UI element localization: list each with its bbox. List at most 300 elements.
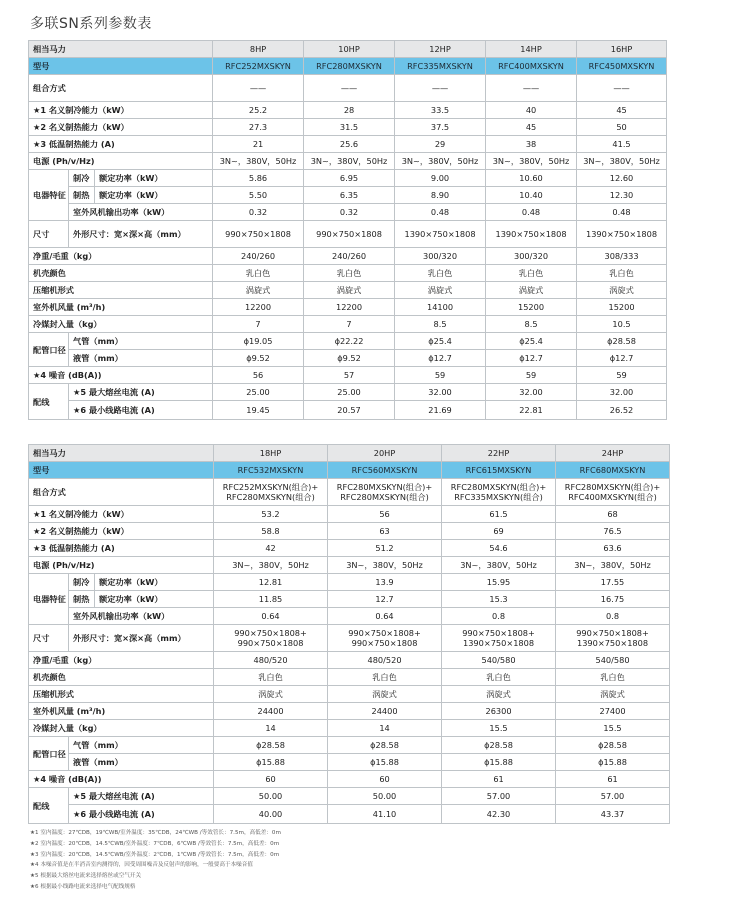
- value-cell: ϕ15.88: [214, 754, 328, 771]
- value-cell: 15.3: [442, 591, 556, 608]
- value-cell: 10.60: [486, 170, 577, 187]
- value-cell: 涡旋式: [213, 282, 304, 299]
- value-cell: 3N~，380V，50Hz: [214, 557, 328, 574]
- value-cell: 涡旋式: [395, 282, 486, 299]
- combo-cell: ——: [304, 75, 395, 102]
- value-cell: 27.3: [213, 119, 304, 136]
- value-cell: 5.50: [213, 187, 304, 204]
- lowheat-label: ★3 低温制热能力 (A): [29, 136, 213, 153]
- cool-power-row: [29, 574, 670, 591]
- value-cell: 乳白色: [304, 265, 395, 282]
- value-cell: 涡旋式: [577, 282, 667, 299]
- fan-label: 室外风机输出功率（kW）: [69, 608, 214, 625]
- value-cell: 9.00: [395, 170, 486, 187]
- circuit-row: [29, 401, 667, 420]
- combo-cell: [328, 479, 442, 506]
- value-cell: ϕ15.88: [328, 754, 442, 771]
- hp-cell: 12HP: [395, 41, 486, 58]
- color-row: [29, 669, 670, 686]
- value-cell: 56: [213, 367, 304, 384]
- value-cell: 480/520: [214, 652, 328, 669]
- value-cell: 25.2: [213, 102, 304, 119]
- value-cell: 60: [328, 771, 442, 788]
- size-row: [29, 221, 667, 248]
- fuse-label: ★5 最大熔丝电流 (A): [69, 384, 213, 401]
- value-cell: 8.90: [395, 187, 486, 204]
- combo-line: RFC252MXSKYN(组合)+: [222, 482, 319, 492]
- heat-label: ★2 名义制热能力（kW）: [29, 523, 214, 540]
- size-line: 1390×750×1808: [577, 638, 649, 648]
- size-cell: [556, 625, 670, 652]
- value-cell: 涡旋式: [442, 686, 556, 703]
- value-cell: 涡旋式: [214, 686, 328, 703]
- value-cell: 20.57: [304, 401, 395, 420]
- value-cell: 15.5: [442, 720, 556, 737]
- cool-mode-label: 制冷: [69, 170, 95, 187]
- cool-mode-label: 制冷: [69, 574, 95, 591]
- model-cell: RFC252MXSKYN: [213, 58, 304, 75]
- heat-row: [29, 523, 670, 540]
- air-row: [29, 703, 670, 720]
- footnotes: [30, 828, 281, 893]
- model-row: [29, 462, 670, 479]
- lowheat-row: [29, 540, 670, 557]
- value-cell: 41.10: [328, 805, 442, 824]
- noise-row: [29, 771, 670, 788]
- value-cell: 11.85: [214, 591, 328, 608]
- value-cell: 31.5: [304, 119, 395, 136]
- value-cell: 61.5: [442, 506, 556, 523]
- value-cell: 8.5: [486, 316, 577, 333]
- model-label: 型号: [29, 462, 214, 479]
- value-cell: 乳白色: [214, 669, 328, 686]
- model-cell: RFC615MXSKYN: [442, 462, 556, 479]
- fuse-row: [29, 788, 670, 805]
- value-cell: 15.95: [442, 574, 556, 591]
- fuse-row: [29, 384, 667, 401]
- value-cell: 61: [442, 771, 556, 788]
- value-cell: 7: [304, 316, 395, 333]
- combo-row: [29, 75, 667, 102]
- value-cell: 990×750×1808: [304, 221, 395, 248]
- value-cell: 53.2: [214, 506, 328, 523]
- weight-label: 净重/毛重（kg）: [29, 248, 213, 265]
- circuit-label: ★6 最小线路电流 (A): [69, 401, 213, 420]
- cool-label: ★1 名义制冷能力（kW）: [29, 102, 213, 119]
- size-row: [29, 625, 670, 652]
- value-cell: 308/333: [577, 248, 667, 265]
- model-cell: RFC560MXSKYN: [328, 462, 442, 479]
- value-cell: 0.32: [304, 204, 395, 221]
- liquid-row: [29, 754, 670, 771]
- size-line: 1390×750×1808: [463, 638, 535, 648]
- gas-label: 气管（mm）: [69, 737, 214, 754]
- value-cell: 7: [213, 316, 304, 333]
- value-cell: ϕ25.4: [395, 333, 486, 350]
- value-cell: 3N~，380V，50Hz: [304, 153, 395, 170]
- value-cell: 58.8: [214, 523, 328, 540]
- value-cell: 0.32: [213, 204, 304, 221]
- power-label: 电源 (Ph/v/Hz): [29, 153, 213, 170]
- circuit-label: ★6 最小线路电流 (A): [69, 805, 214, 824]
- value-cell: 45: [486, 119, 577, 136]
- value-cell: 32.00: [486, 384, 577, 401]
- value-cell: 乳白色: [442, 669, 556, 686]
- value-cell: 56: [328, 506, 442, 523]
- value-cell: 12.7: [328, 591, 442, 608]
- size-label: 尺寸: [29, 221, 69, 248]
- model-cell: RFC335MXSKYN: [395, 58, 486, 75]
- value-cell: 乳白色: [486, 265, 577, 282]
- liquid-label: 液管（mm）: [69, 350, 213, 367]
- combo-line: RFC400MXSKYN(组合): [568, 492, 657, 502]
- footnote: ★6 根据最小线路电流来选择电气配线规格: [30, 883, 136, 890]
- value-cell: 480/520: [328, 652, 442, 669]
- noise-label: ★4 噪音 (dB(A)): [29, 771, 214, 788]
- size-sub-label: 外形尺寸：宽×深×高（mm）: [69, 221, 213, 248]
- cool-power-row: [29, 170, 667, 187]
- value-cell: 12200: [213, 299, 304, 316]
- cool-row: [29, 102, 667, 119]
- value-cell: 68: [556, 506, 670, 523]
- value-cell: 40: [486, 102, 577, 119]
- value-cell: 3N~，380V，50Hz: [328, 557, 442, 574]
- footnote: ★2 室内温度：20℃DB，14.5℃WB/室外温度：7℃DB，6℃WB /等效管长：7.5m，高低差：0m: [30, 840, 280, 847]
- value-cell: 300/320: [395, 248, 486, 265]
- combo-line: RFC280MXSKYN(组合): [226, 492, 315, 502]
- value-cell: 涡旋式: [328, 686, 442, 703]
- combo-label: 组合方式: [29, 479, 214, 506]
- size-line: 990×750×1808+: [348, 628, 421, 638]
- comp-row: [29, 686, 670, 703]
- value-cell: 14: [328, 720, 442, 737]
- size-line: 990×750×1808+: [234, 628, 307, 638]
- combo-cell: [442, 479, 556, 506]
- value-cell: 0.8: [556, 608, 670, 625]
- color-label: 机壳颜色: [29, 265, 213, 282]
- value-cell: 乳白色: [213, 265, 304, 282]
- size-cell: [328, 625, 442, 652]
- value-cell: 8.5: [395, 316, 486, 333]
- value-cell: 22.81: [486, 401, 577, 420]
- value-cell: 63.6: [556, 540, 670, 557]
- value-cell: 1390×750×1808: [395, 221, 486, 248]
- value-cell: ϕ9.52: [213, 350, 304, 367]
- model-cell: RFC450MXSKYN: [577, 58, 667, 75]
- value-cell: 990×750×1808: [213, 221, 304, 248]
- combo-label: 组合方式: [29, 75, 213, 102]
- refrig-label: 冷媒封入量（kg）: [29, 720, 214, 737]
- rated-power-label: 额定功率（kW）: [95, 170, 213, 187]
- value-cell: 76.5: [556, 523, 670, 540]
- weight-row: [29, 248, 667, 265]
- value-cell: 10.40: [486, 187, 577, 204]
- value-cell: 37.5: [395, 119, 486, 136]
- heat-power-row: [29, 187, 667, 204]
- value-cell: 61: [556, 771, 670, 788]
- combo-cell: [556, 479, 670, 506]
- value-cell: 17.55: [556, 574, 670, 591]
- value-cell: 59: [486, 367, 577, 384]
- model-row: [29, 58, 667, 75]
- value-cell: 50: [577, 119, 667, 136]
- value-cell: 涡旋式: [486, 282, 577, 299]
- value-cell: 32.00: [395, 384, 486, 401]
- value-cell: 28: [304, 102, 395, 119]
- pipe-label: 配管口径: [29, 737, 69, 771]
- value-cell: 25.00: [304, 384, 395, 401]
- size-line: 990×750×1808: [237, 638, 304, 648]
- rated-power-label: 额定功率（kW）: [95, 591, 214, 608]
- value-cell: 59: [577, 367, 667, 384]
- combo-line: RFC280MXSKYN(组合): [340, 492, 429, 502]
- power-row: [29, 153, 667, 170]
- value-cell: 乳白色: [556, 669, 670, 686]
- value-cell: 12.60: [577, 170, 667, 187]
- value-cell: ϕ15.88: [556, 754, 670, 771]
- value-cell: ϕ28.58: [556, 737, 670, 754]
- value-cell: 0.64: [214, 608, 328, 625]
- value-cell: 15.5: [556, 720, 670, 737]
- value-cell: 3N~，380V，50Hz: [556, 557, 670, 574]
- hp-cell: 20HP: [328, 445, 442, 462]
- value-cell: 15200: [577, 299, 667, 316]
- hp-cell: 14HP: [486, 41, 577, 58]
- value-cell: ϕ12.7: [395, 350, 486, 367]
- hp-row: [29, 445, 670, 462]
- page-title: 多联SN系列参数表: [30, 16, 152, 32]
- combo-line: RFC335MXSKYN(组合): [454, 492, 543, 502]
- value-cell: 42: [214, 540, 328, 557]
- heat-row: [29, 119, 667, 136]
- footnote: ★5 根据最大熔丝电流来选择熔丝或空气开关: [30, 873, 142, 880]
- value-cell: 5.86: [213, 170, 304, 187]
- size-line: 990×750×1808: [351, 638, 418, 648]
- value-cell: 59: [395, 367, 486, 384]
- value-cell: 240/260: [213, 248, 304, 265]
- cool-label: ★1 名义制冷能力（kW）: [29, 506, 214, 523]
- combo-cell: ——: [213, 75, 304, 102]
- hp-label: 相当马力: [29, 41, 213, 58]
- liquid-label: 液管（mm）: [69, 754, 214, 771]
- spec-table-2: [28, 444, 670, 824]
- value-cell: ϕ22.22: [304, 333, 395, 350]
- value-cell: ϕ25.4: [486, 333, 577, 350]
- value-cell: 43.37: [556, 805, 670, 824]
- pipe-label: 配管口径: [29, 333, 69, 367]
- rated-power-label: 额定功率（kW）: [95, 187, 213, 204]
- value-cell: 50.00: [328, 788, 442, 805]
- value-cell: 21: [213, 136, 304, 153]
- wire-label: 配线: [29, 384, 69, 420]
- combo-cell: ——: [395, 75, 486, 102]
- value-cell: 57.00: [442, 788, 556, 805]
- value-cell: 21.69: [395, 401, 486, 420]
- value-cell: 0.48: [486, 204, 577, 221]
- refrig-label: 冷媒封入量（kg）: [29, 316, 213, 333]
- value-cell: 32.00: [577, 384, 667, 401]
- value-cell: 57.00: [556, 788, 670, 805]
- size-cell: [442, 625, 556, 652]
- size-line: 990×750×1808+: [576, 628, 649, 638]
- size-sub-label: 外形尺寸：宽×深×高（mm）: [69, 625, 214, 652]
- liquid-row: [29, 350, 667, 367]
- value-cell: 54.6: [442, 540, 556, 557]
- value-cell: ϕ19.05: [213, 333, 304, 350]
- value-cell: 3N~，380V，50Hz: [577, 153, 667, 170]
- value-cell: 涡旋式: [556, 686, 670, 703]
- value-cell: 13.9: [328, 574, 442, 591]
- hp-cell: 22HP: [442, 445, 556, 462]
- value-cell: 540/580: [442, 652, 556, 669]
- size-line: 990×750×1808+: [462, 628, 535, 638]
- value-cell: 50.00: [214, 788, 328, 805]
- model-label: 型号: [29, 58, 213, 75]
- value-cell: 300/320: [486, 248, 577, 265]
- gas-label: 气管（mm）: [69, 333, 213, 350]
- combo-cell: ——: [486, 75, 577, 102]
- value-cell: ϕ12.7: [486, 350, 577, 367]
- value-cell: 乳白色: [577, 265, 667, 282]
- value-cell: 26.52: [577, 401, 667, 420]
- footnote: ★1 室内温度：27℃DB，19℃WB/室外温度：35℃DB，24℃WB /等效管长：7.5m，高低差：0m: [30, 830, 281, 836]
- value-cell: 3N~，380V，50Hz: [213, 153, 304, 170]
- rated-power-label: 额定功率（kW）: [95, 574, 214, 591]
- value-cell: 12.81: [214, 574, 328, 591]
- value-cell: 26300: [442, 703, 556, 720]
- value-cell: 51.2: [328, 540, 442, 557]
- lowheat-row: [29, 136, 667, 153]
- value-cell: 0.8: [442, 608, 556, 625]
- hp-cell: 10HP: [304, 41, 395, 58]
- value-cell: 38: [486, 136, 577, 153]
- value-cell: 0.48: [577, 204, 667, 221]
- noise-row: [29, 367, 667, 384]
- value-cell: 24400: [328, 703, 442, 720]
- circuit-row: [29, 805, 670, 824]
- gas-row: [29, 333, 667, 350]
- value-cell: 540/580: [556, 652, 670, 669]
- value-cell: 240/260: [304, 248, 395, 265]
- hp-cell: 16HP: [577, 41, 667, 58]
- air-label: 室外机风量 (m³/h): [29, 299, 213, 316]
- hp-label: 相当马力: [29, 445, 214, 462]
- value-cell: 12200: [304, 299, 395, 316]
- value-cell: 6.35: [304, 187, 395, 204]
- value-cell: 16.75: [556, 591, 670, 608]
- value-cell: 29: [395, 136, 486, 153]
- model-cell: RFC280MXSKYN: [304, 58, 395, 75]
- noise-label: ★4 噪音 (dB(A)): [29, 367, 213, 384]
- value-cell: 63: [328, 523, 442, 540]
- combo-cell: [214, 479, 328, 506]
- combo-cell: ——: [577, 75, 667, 102]
- fan-row: [29, 608, 670, 625]
- refrig-row: [29, 720, 670, 737]
- fuse-label: ★5 最大熔丝电流 (A): [69, 788, 214, 805]
- heat-mode-label: 制热: [69, 591, 95, 608]
- value-cell: 14100: [395, 299, 486, 316]
- size-cell: [214, 625, 328, 652]
- model-cell: RFC680MXSKYN: [556, 462, 670, 479]
- size-label: 尺寸: [29, 625, 69, 652]
- hp-cell: 18HP: [214, 445, 328, 462]
- power-label: 电源 (Ph/v/Hz): [29, 557, 214, 574]
- value-cell: 45: [577, 102, 667, 119]
- lowheat-label: ★3 低温制热能力 (A): [29, 540, 214, 557]
- weight-row: [29, 652, 670, 669]
- refrig-row: [29, 316, 667, 333]
- weight-label: 净重/毛重（kg）: [29, 652, 214, 669]
- value-cell: 40.00: [214, 805, 328, 824]
- value-cell: ϕ28.58: [214, 737, 328, 754]
- hp-cell: 24HP: [556, 445, 670, 462]
- air-row: [29, 299, 667, 316]
- color-row: [29, 265, 667, 282]
- value-cell: 0.48: [395, 204, 486, 221]
- heat-label: ★2 名义制热能力（kW）: [29, 119, 213, 136]
- hp-row: [29, 41, 667, 58]
- value-cell: ϕ12.7: [577, 350, 667, 367]
- value-cell: 3N~，380V，50Hz: [442, 557, 556, 574]
- elec-label: 电器特征: [29, 170, 69, 221]
- value-cell: 涡旋式: [304, 282, 395, 299]
- value-cell: 3N~，380V，50Hz: [395, 153, 486, 170]
- fan-label: 室外风机输出功率（kW）: [69, 204, 213, 221]
- power-row: [29, 557, 670, 574]
- value-cell: 1390×750×1808: [486, 221, 577, 248]
- hp-cell: 8HP: [213, 41, 304, 58]
- heat-mode-label: 制热: [69, 187, 95, 204]
- combo-line: RFC280MXSKYN(组合)+: [450, 482, 547, 492]
- heat-power-row: [29, 591, 670, 608]
- footnote: ★3 室内温度：20℃DB，14.5℃WB/室外温度：2℃DB，1℃WB /等效管长：7.5m，高低差：0m: [30, 851, 280, 858]
- footnote: ★4 本噪音值是在半消音室内测得的，因受周围噪音及反射声的影响，一般要高于本噪音值: [30, 862, 253, 869]
- color-label: 机壳颜色: [29, 669, 214, 686]
- value-cell: ϕ28.58: [442, 737, 556, 754]
- value-cell: 69: [442, 523, 556, 540]
- combo-line: RFC280MXSKYN(组合)+: [336, 482, 433, 492]
- value-cell: 57: [304, 367, 395, 384]
- air-label: 室外机风量 (m³/h): [29, 703, 214, 720]
- value-cell: 41.5: [577, 136, 667, 153]
- value-cell: 6.95: [304, 170, 395, 187]
- value-cell: 14: [214, 720, 328, 737]
- value-cell: 1390×750×1808: [577, 221, 667, 248]
- value-cell: ϕ15.88: [442, 754, 556, 771]
- value-cell: 24400: [214, 703, 328, 720]
- combo-line: RFC280MXSKYN(组合)+: [564, 482, 661, 492]
- value-cell: 19.45: [213, 401, 304, 420]
- wire-label: 配线: [29, 788, 69, 824]
- comp-label: 压缩机形式: [29, 686, 214, 703]
- cool-row: [29, 506, 670, 523]
- elec-label: 电器特征: [29, 574, 69, 625]
- value-cell: 25.6: [304, 136, 395, 153]
- value-cell: 33.5: [395, 102, 486, 119]
- value-cell: 42.30: [442, 805, 556, 824]
- value-cell: ϕ28.58: [328, 737, 442, 754]
- value-cell: 乳白色: [328, 669, 442, 686]
- value-cell: 12.30: [577, 187, 667, 204]
- spec-table-1: [28, 40, 667, 420]
- value-cell: 10.5: [577, 316, 667, 333]
- fan-row: [29, 204, 667, 221]
- value-cell: 27400: [556, 703, 670, 720]
- value-cell: ϕ28.58: [577, 333, 667, 350]
- model-cell: RFC400MXSKYN: [486, 58, 577, 75]
- combo-row: [29, 479, 670, 506]
